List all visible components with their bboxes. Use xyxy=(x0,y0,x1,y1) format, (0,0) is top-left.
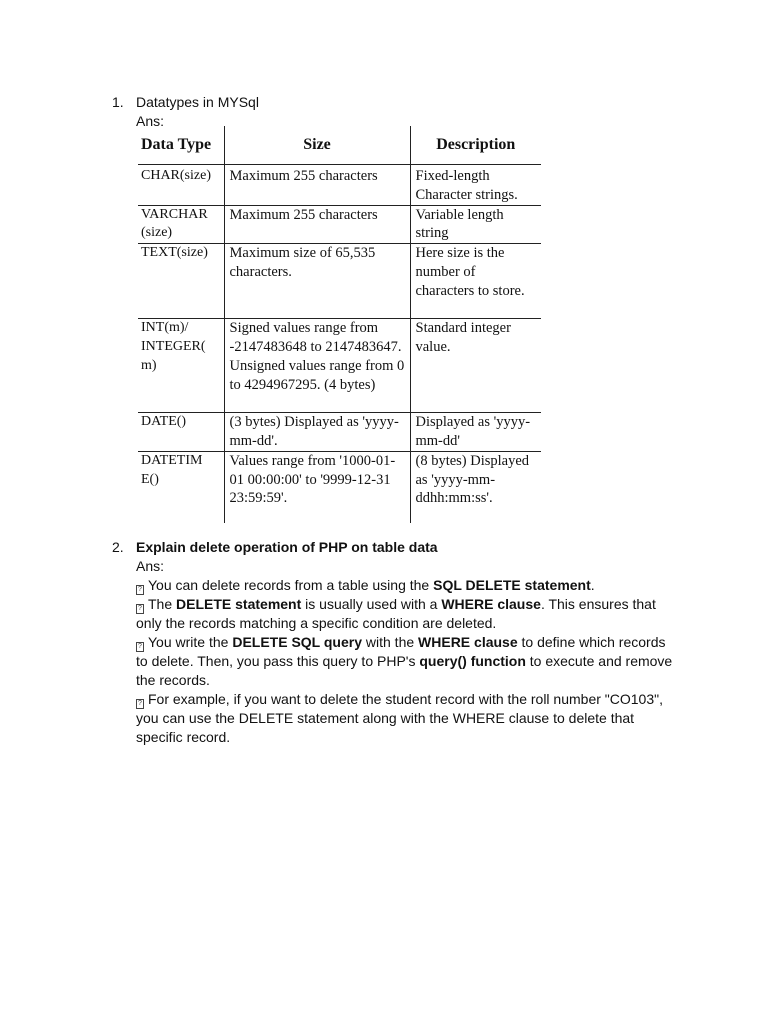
cell-desc: Displayed as 'yyyy-mm-dd' xyxy=(410,413,541,452)
missing-glyph-icon: ? xyxy=(136,604,144,614)
bold-run: DELETE statement xyxy=(176,596,302,612)
table-row xyxy=(138,205,541,244)
question-2-title: Explain delete operation of PHP on table data xyxy=(136,539,438,555)
answer-paragraph-1 xyxy=(136,576,681,595)
question-1-ans-label: Ans: xyxy=(136,113,165,129)
cell-size: (3 bytes) Displayed as 'yyyy-mm-dd'. xyxy=(224,413,410,452)
question-1-number: 1. xyxy=(112,94,124,110)
table-row xyxy=(138,165,541,206)
cell-size: Signed values range from -2147483648 to 2147483647. Unsigned values range from 0 to 4294967295. (4 bytes) xyxy=(224,319,410,413)
header-data-type: Data Type xyxy=(138,126,224,165)
bold-run: WHERE clause xyxy=(441,596,541,612)
text-run: to execute and remove the records. xyxy=(136,653,673,688)
bold-run: SQL DELETE statement xyxy=(433,577,591,593)
answer-paragraph-2 xyxy=(136,595,681,633)
cell-desc: (8 bytes) Displayed as 'yyyy-mm-ddhh:mm:ss'. xyxy=(410,451,541,523)
cell-type: VARCHAR (size) xyxy=(138,205,224,244)
question-2-number: 2. xyxy=(112,539,124,555)
question-2-ans-label: Ans: xyxy=(136,558,165,574)
bold-run: DELETE SQL query xyxy=(232,634,362,650)
answer-paragraph-4 xyxy=(136,690,681,747)
text-run: . This ensures that only the records matching a specific condition are deleted. xyxy=(136,596,656,631)
cell-size: Maximum 255 characters xyxy=(224,205,410,244)
text-run: You write the xyxy=(148,634,233,650)
cell-type: CHAR(size) xyxy=(138,165,224,206)
cell-type: TEXT(size) xyxy=(138,244,224,319)
missing-glyph-icon: ? xyxy=(136,699,144,709)
table-row xyxy=(138,413,541,452)
missing-glyph-icon: ? xyxy=(136,642,144,652)
text-run: For example, if you want to delete the student record with the roll number "CO103", you can use the DELETE statement along with the WHERE clause to delete that specific record. xyxy=(136,691,663,745)
header-description: Description xyxy=(410,126,541,165)
text-run: You can delete records from a table using the xyxy=(148,577,434,593)
text-run: is usually used with a xyxy=(301,596,442,612)
text-run: . xyxy=(590,577,595,593)
cell-size: Maximum size of 65,535 characters. xyxy=(224,244,410,319)
table-row xyxy=(138,451,541,523)
answer-body xyxy=(136,576,681,747)
table-header-row xyxy=(138,126,541,165)
table-row xyxy=(138,319,541,413)
cell-type: DATE() xyxy=(138,413,224,452)
header-size: Size xyxy=(224,126,410,165)
datatypes-table xyxy=(138,126,541,523)
cell-size: Maximum 255 characters xyxy=(224,165,410,206)
question-1-title: Datatypes in MYSql xyxy=(136,94,259,110)
answer-paragraph-3 xyxy=(136,633,681,690)
missing-glyph-icon: ? xyxy=(136,585,144,595)
cell-desc: Fixed-length Character strings. xyxy=(410,165,541,206)
bold-run: WHERE clause xyxy=(418,634,518,650)
table-row xyxy=(138,244,541,319)
cell-type: INT(m)/ INTEGER( m) xyxy=(138,319,224,413)
text-run: to define which records to delete. Then, you pass this query to PHP's xyxy=(136,634,666,669)
cell-desc: Here size is the number of characters to store. xyxy=(410,244,541,319)
text-run: The xyxy=(148,596,177,612)
bold-run: query() function xyxy=(419,653,526,669)
cell-type: DATETIM E() xyxy=(138,451,224,523)
cell-desc: Variable length string xyxy=(410,205,541,244)
cell-size: Values range from '1000-01-01 00:00:00' to '9999-12-31 23:59:59'. xyxy=(224,451,410,523)
text-run: with the xyxy=(362,634,419,650)
cell-desc: Standard integer value. xyxy=(410,319,541,413)
